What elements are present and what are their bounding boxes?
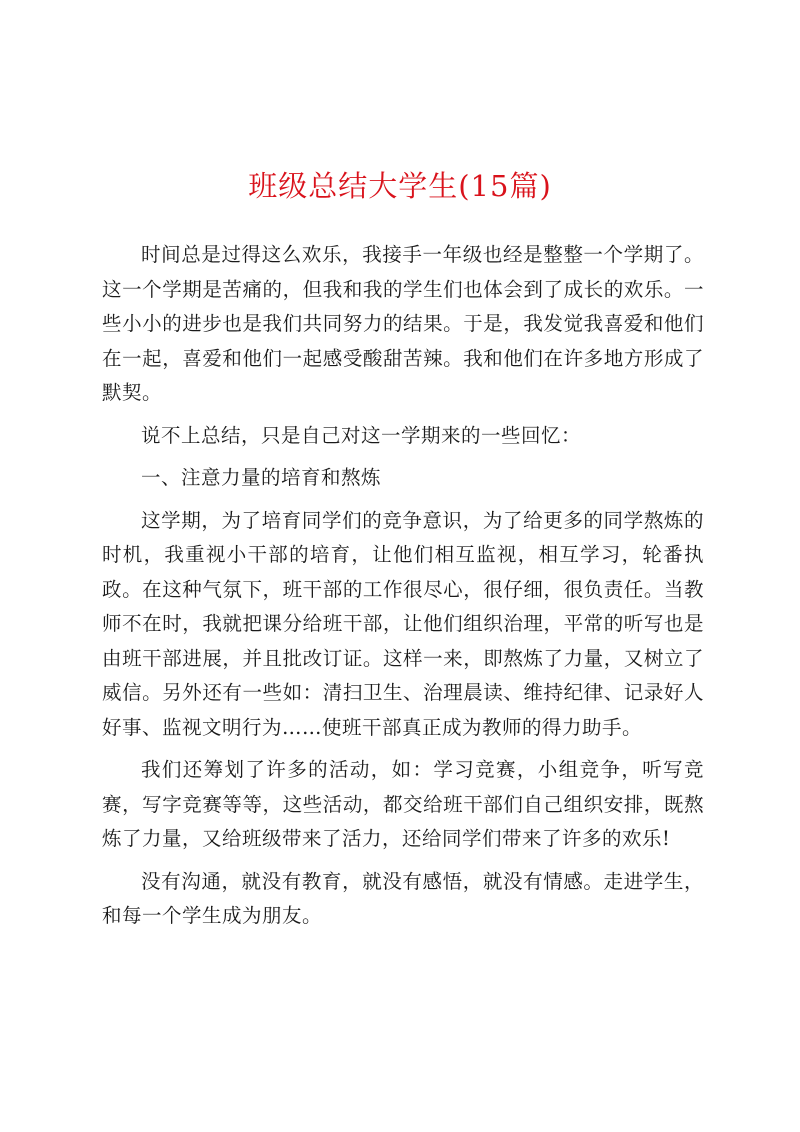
document-body — [102, 238, 704, 942]
section-heading-1: 一、注意力量的培育和熬炼 — [141, 466, 382, 489]
paragraph-intro: 时间总是过得这么欢乐，我接手一年级也经是整整一个学期了。这一个学期是苦痛的，但我和我的学生们也体会到了成长的欢乐。一些小小的进步也是我们共同努力的结果。于是，我发觉我喜爱和他们在一起，喜爱和他们一起感受酸甜苦辣。我和他们在许多地方形成了默契。 — [102, 243, 704, 404]
paragraph-summary-lead: 说不上总结，只是自己对这一学期来的一些回忆： — [141, 423, 582, 447]
paragraph-cadre-training: 这学期，为了培育同学们的竞争意识，为了给更多的同学熬炼的时机，我重视小干部的培育，让他们相互监视，相互学习，轮番执政。在这种气氛下，班干部的工作很尽心，很仔细，很负责任。当教师不在时，我就把课分给班干部，让他们组织治理，平常的听写也是由班干部进展，并且批改订证。这样一来，即熬炼了力量，又树立了威信。另外还有一些如：清扫卫生、治理晨读、维持纪律、记录好人好事、监视文明行为……使班干部真正成为教师的得力助手。 — [102, 508, 704, 739]
paragraph-activities: 我们还筹划了许多的活动，如：学习竞赛，小组竞争，听写竞赛，写字竞赛等等，这些活动，都交给班干部们自己组织安排，既熬炼了力量，又给班级带来了活力，还给同学们带来了许多的欢乐! — [102, 758, 704, 850]
document-title: 班级总结大学生(15篇) — [248, 169, 552, 203]
paragraph-communication: 没有沟通，就没有教育，就没有感悟，就没有情感。走进学生，和每一个学生成为朋友。 — [102, 869, 704, 927]
